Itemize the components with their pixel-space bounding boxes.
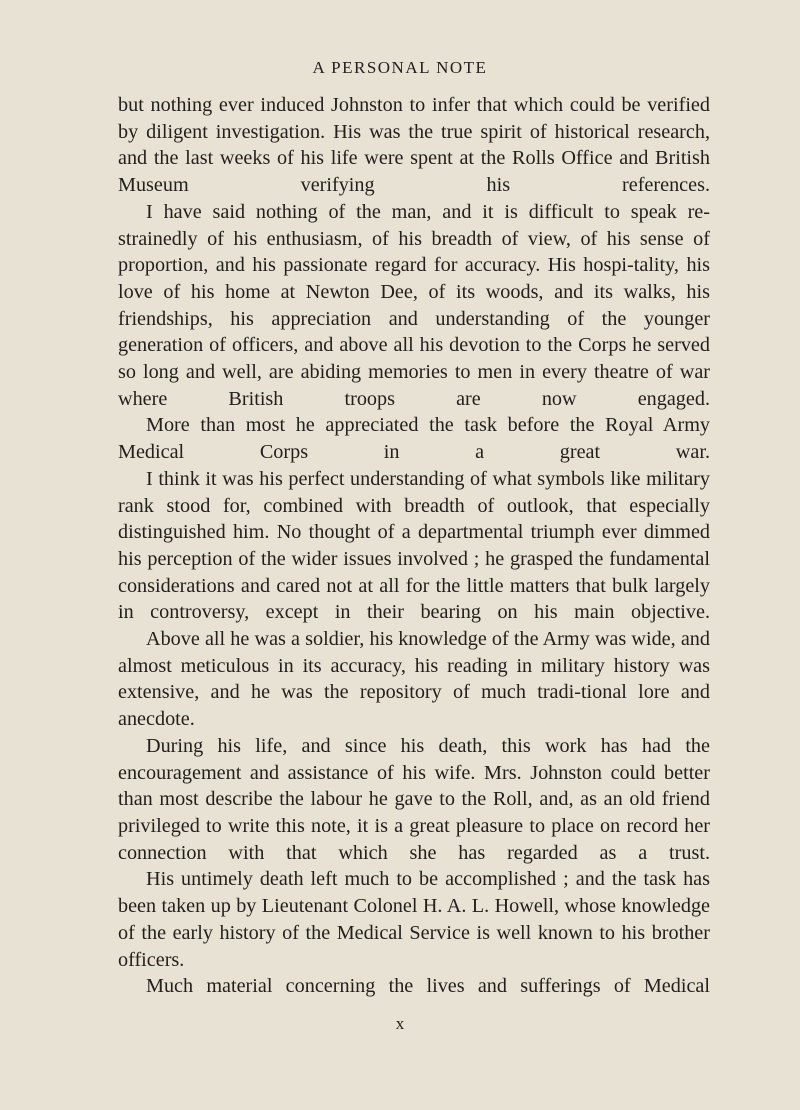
paragraph-continued: but nothing ever induced Johnston to infer that which could be verified by diligent investigation. His was the true spirit of historical research, and the last weeks of his life were spent at the Rolls Office and British Museum verifying his references. [118, 94, 710, 197]
paragraph-military-rank: I think it was his perfect understanding of what symbols like military rank stood for, combined with breadth of outlook, that especially distinguished him. No thought of a departmental triumph ever dimmed his perception of the wider issues involved ; he grasped the fundamental considerations and cared not at all for the little matters that bulk largely in controversy, except in their bearing on his main objective. [118, 467, 710, 624]
paragraph-much-material: Much material concerning the lives and sufferings of Medical [146, 975, 710, 998]
paragraph-wife: During his life, and since his death, this work has had the encouragement and assistance of his wife. Mrs. Johnston could better than most describe the labour he gave to the Roll, and, as an old friend privileged to write this note, it is a great pleasure to place on record her connection with that which she has regarded as a trust. [118, 734, 710, 864]
page-number: x [395, 1014, 405, 1033]
paragraph-soldier: Above all he was a soldier, his knowledge of the Army was wide, and almost meticulous in its accuracy, his reading in military history was extensive, and he was the repository of much tradi-tional lore and anecdote. [118, 628, 710, 731]
paragraph-task-ramc: More than most he appreciated the task before the Royal Army Medical Corps in a great war. [118, 414, 710, 464]
running-head: A PERSONAL NOTE [312, 58, 488, 77]
paragraph-the-man: I have said nothing of the man, and it is difficult to speak re-strainedly of his enthusiasm, of his breadth of view, of his sense of proportion, and his passionate regard for accuracy. His hospi-tality, his love of his home at Newton Dee, of its woods, and its walks, his friendships, his appreciation and understanding of the younger generation of officers, and above all his devotion to the Corps he served so long and well, are abiding memories to men in every theatre of war where British troops are now engaged. [118, 200, 710, 410]
paragraph-untimely-death: His untimely death left much to be accomplished ; and the task has been taken up by Lieutenant Colonel H. A. L. Howell, whose knowledge of the early history of the Medical Service is well known to his brother officers. [118, 868, 710, 971]
body-text [118, 92, 710, 1000]
